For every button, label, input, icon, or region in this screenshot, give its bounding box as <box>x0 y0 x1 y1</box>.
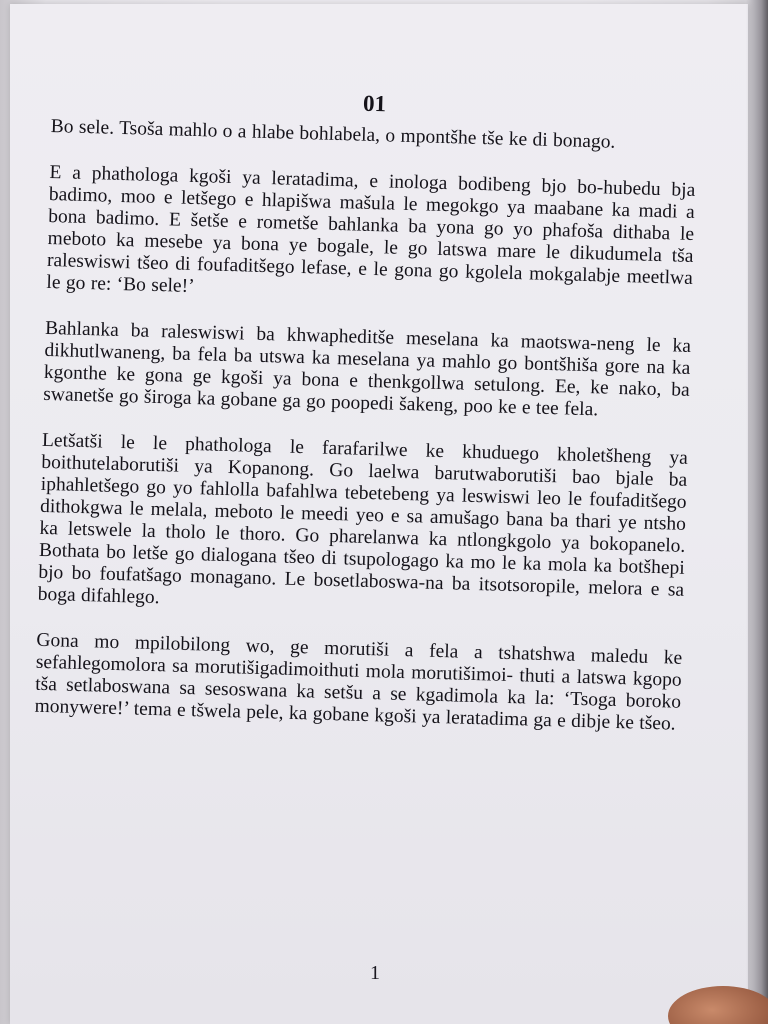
page-number: 1 <box>370 962 380 984</box>
page-content <box>34 84 698 760</box>
book-page <box>10 4 748 1024</box>
paragraph-4: Letšatši le le phathologa le farafarilwe ke khuduego kholetšheng ya boithutelaborutiši ya Kopanong. Go laelwa barutwaborutiši bao bjale ba iphahletšego go yo fahlolla bafahlwa tebetebeng ya leswiswi leo le foufaditšego dithokgwa le melala, meboto le meedi yeo e sa amušago bana ba thari ye ntsho ka letswele la tholo le thoro. Go pharelanwa ka ntlongkgolo ya bokopanelo. Bothata bo letše go dialogana tšeo di tsupologago ka mo le ka mola ka botšhepi bjo bo foufatšago monagano. Le bosetlaboswa-na ba itsotsoropile, melora e sa boga difahlego. <box>37 429 689 609</box>
paragraph-3: Bahlanka ba raleswiswi ba khwapheditše meselana ka maotswa-neng le ka dikhutlwaneng, ba fela ba utswa ka meselana ya mahlo go bontšhiša gore na ka kgonthe ke gona ge kgoši ya bona e thenkgollwa setulong. Ee, ke nako, ba swanetše go široga ka gobane ga go poopedi šakeng, poo ke e tee fela. <box>43 317 692 421</box>
paragraph-1: Bo sele. Tsoša mahlo o a hlabe bohlabela, o mpontšhe tše ke di bonago. <box>50 115 616 153</box>
page-edge-shadow <box>746 0 768 1024</box>
paragraph-2: E a phathologa kgoši ya leratadima, e inologa bodibeng bjo bo-hubedu bja badimo, moo e letšego e hlapišwa mašula le megokgo ya maabane ka madi a bona badimo. E šetše e rometše bahlanka ba yona go yo phafoša dithaba le meboto ka mesebe ya bona ye bogale, le go latswa mare le dikudumela tša raleswiswi tšeo di foufaditšego lefase, e le gona go kgolela mokgalabje meetlwa le go re: ‘Bo sele!’ <box>46 161 696 298</box>
chapter-number: 01 <box>362 90 387 117</box>
paragraph-5: Gona mo mpilobilong wo, ge morutiši a fela a tshatshwa maledu ke sefahlegomolora sa morutišigadimoithuti mola morutišimoi- thuti a latswa kgopo tša setlaboswana sa sesoswana ka setšu a se kgadimola ka la: ‘Tsoga boroko monywere!’ tema e tšwela pele, ka gobane kgoši ya leratadima ga e dibje ke tšeo. <box>34 629 683 735</box>
